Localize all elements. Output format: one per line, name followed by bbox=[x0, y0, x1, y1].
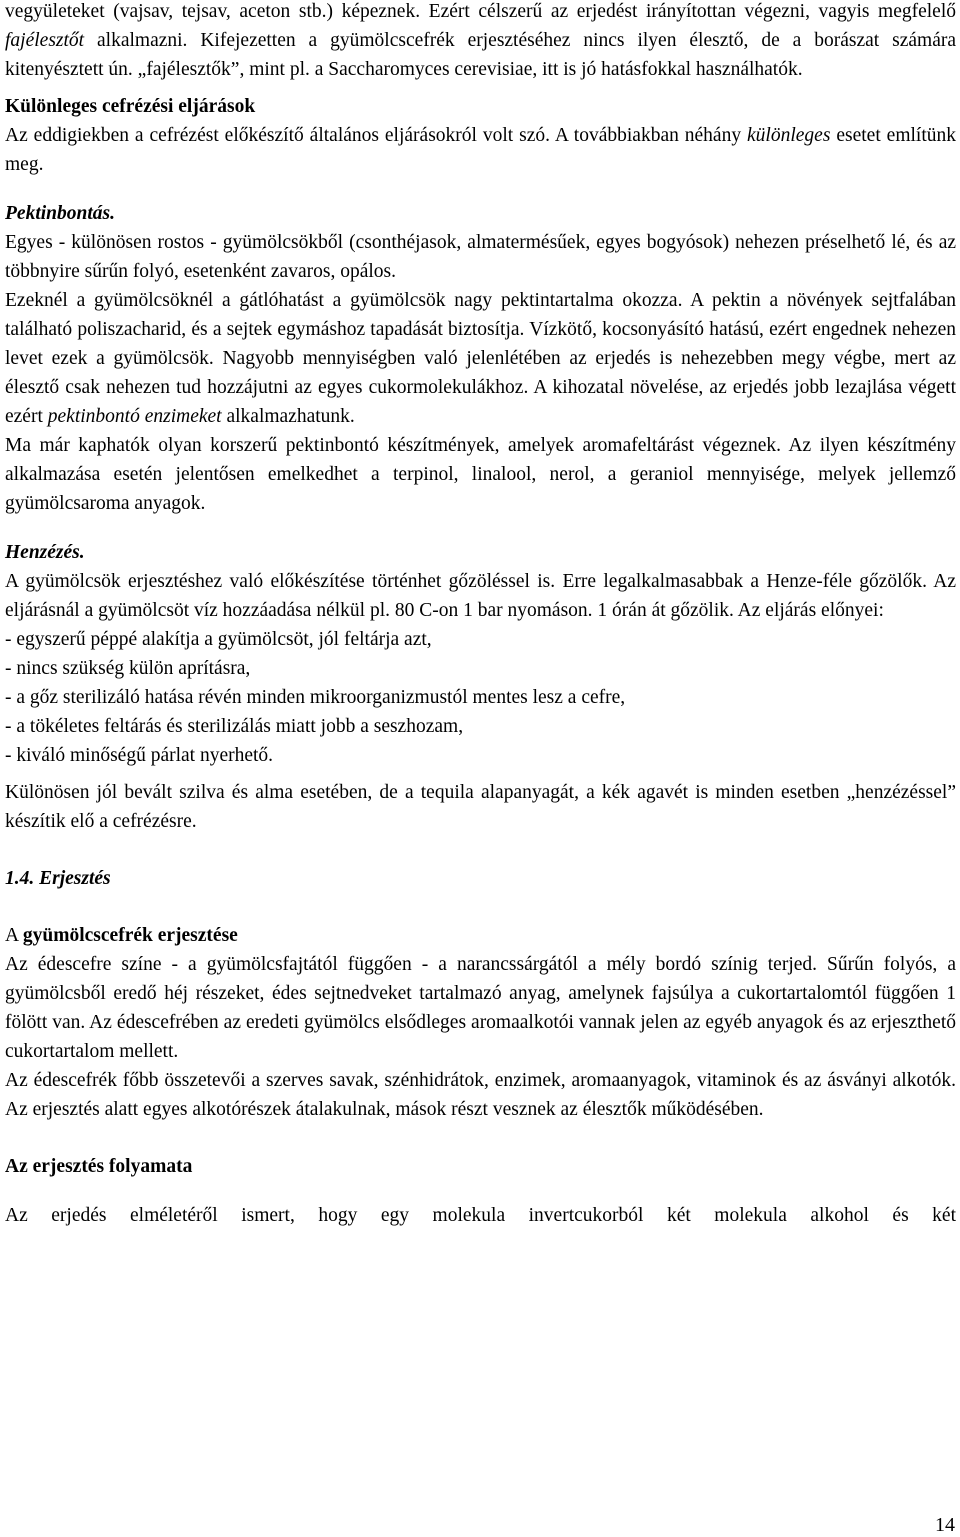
section-title: Erjesztés bbox=[39, 868, 111, 889]
henze-list-item: - egyszerű péppé alakítja a gyümölcsöt, jól feltárja azt, bbox=[5, 629, 432, 650]
mash-heading-bold: gyümölcscefrék erjesztése bbox=[22, 925, 238, 946]
page-number: 14 bbox=[935, 1514, 955, 1536]
intro-emphasis: fajélesztőt bbox=[5, 30, 85, 51]
mash-heading-prefix: A bbox=[5, 925, 23, 946]
process-paragraph: Az erjedés elméletéről ismert, hogy egy molekula invertcukorból két molekula alkohol és két bbox=[5, 1205, 956, 1226]
special-paragraph bbox=[5, 121, 956, 179]
special-text-end: esetet említünk meg. bbox=[5, 125, 956, 175]
henze-list-item: - nincs szükség külön aprításra, bbox=[5, 658, 251, 679]
henze-list-item: - a gőz sterilizáló hatása révén minden mikroorganizmustól mentes lesz a cefre, bbox=[5, 687, 626, 708]
henze-list-item: - a tökéletes feltárás és sterilizálás miatt jobb a seszhozam, bbox=[5, 716, 464, 737]
special-heading: Különleges cefrézési eljárások bbox=[5, 96, 256, 117]
henze-paragraph-2: Különösen jól bevált szilva és alma esetében, de a tequila alapanyagát, a kék agavét is minden esetben „henzézéssel” készítik elő a cefrézésre. bbox=[5, 782, 956, 832]
special-text: Az eddigiekben a cefrézést előkészítő általános eljárásokról volt szó. A továbbiakban néhány bbox=[5, 125, 748, 146]
pectin-paragraph-1: Egyes - különösen rostos - gyümölcsökből (csonthéjasok, almatermésűek, egyes bogyósok) nehezen préselhető lé, és az többnyire sűrűn folyó, esetenként zavaros, opálos. bbox=[5, 232, 956, 282]
intro-text: vegyületeket (vajsav, tejsav, aceton stb.) képeznek. Ezért célszerű az erjedést irányítottan végezni, vagyis megfelelő bbox=[5, 1, 956, 22]
pectin-text: Ezeknél a gyümölcsöknél a gátlóhatást a gyümölcsök nagy pektintartalma okozza. A pektin a növények sejtfalában található poliszacharid, és a sejtek egymáshoz tapadását biztosítja. Vízkötő, kocsonyásító hatású, ezért engednek nehezen levet ezek a gyümölcsök. Nagyobb mennyiségben való jelenlétében az erjedés is nehezebben megy végbe, mert az élesztő csak nehezen tud hozzájutni az egyes cukormolekulákhoz. A kihozatal növelése, az erjedés jobb lezajlása végett ezért bbox=[5, 290, 956, 427]
mash-paragraph-1: Az édescefre színe - a gyümölcsfajtától függően - a narancssárgától a mély bordó színig terjed. Sűrűn folyós, a gyümölcsből eredő héj részeket, édes sejtnedveket tartalmazó anyag, amelynek fajsúlya a cukortartalomtól függően 1 fölött van. Az édescefrében az eredeti gyümölcs elsődleges aromaalkotói vannak jelen az egyéb anyagok és az erjeszthető cukortartalom mellett. bbox=[5, 954, 956, 1062]
special-emphasis: különleges bbox=[747, 125, 831, 146]
intro-text-end: alkalmazni. Kifejezetten a gyümölcscefrék erjesztéséhez nincs ilyen élesztő, de a borászat számára kitenyésztett ún. „fajélesztők”, mint pl. a Saccharomyces cerevisiae, itt is jó hatásfokkal használhatók. bbox=[5, 30, 956, 80]
process-heading: Az erjesztés folyamata bbox=[5, 1156, 193, 1177]
intro-paragraph bbox=[5, 0, 956, 84]
henze-list-item: - kiváló minőségű párlat nyerhető. bbox=[5, 745, 274, 766]
pectin-emphasis: pektinbontó enzimeket bbox=[47, 406, 222, 427]
pectin-paragraph-3: Ma már kaphatók olyan korszerű pektinbontó készítmények, amelyek aromafeltárást végeznek. Az ilyen készítmény alkalmazása esetén jelentősen emelkedhet a terpinol, linalool, nerol, a geraniol mennyisége, melyek jellemző gyümölcsaroma anyagok. bbox=[5, 435, 956, 514]
pectin-heading: Pektinbontás. bbox=[5, 203, 115, 224]
section-number: 1.4. bbox=[5, 868, 35, 889]
pectin-paragraph-2 bbox=[5, 286, 956, 431]
mash-heading bbox=[5, 921, 956, 950]
section-heading bbox=[5, 864, 956, 893]
mash-paragraph-2: Az édescefrék főbb összetevői a szerves savak, szénhidrátok, enzimek, aromaanyagok, vitaminok és az ásványi alkotók. Az erjesztés alatt egyes alkotórészek átalakulnak, mások részt vesznek az élesztők működésében. bbox=[5, 1070, 956, 1120]
pectin-text-end: alkalmazhatunk. bbox=[221, 406, 355, 427]
henze-paragraph-1: A gyümölcsök erjesztéshez való előkészítése történhet gőzöléssel is. Erre legalkalmasabbak a Henze-féle gőzölők. Az eljárásnál a gyümölcsöt víz hozzáadása nélkül pl. 80 C-on 1 bar nyomáson. 1 órán át gőzölik. Az eljárás előnyei: bbox=[5, 571, 956, 621]
henze-heading: Henzézés. bbox=[5, 542, 85, 563]
document-page bbox=[5, 0, 956, 1230]
